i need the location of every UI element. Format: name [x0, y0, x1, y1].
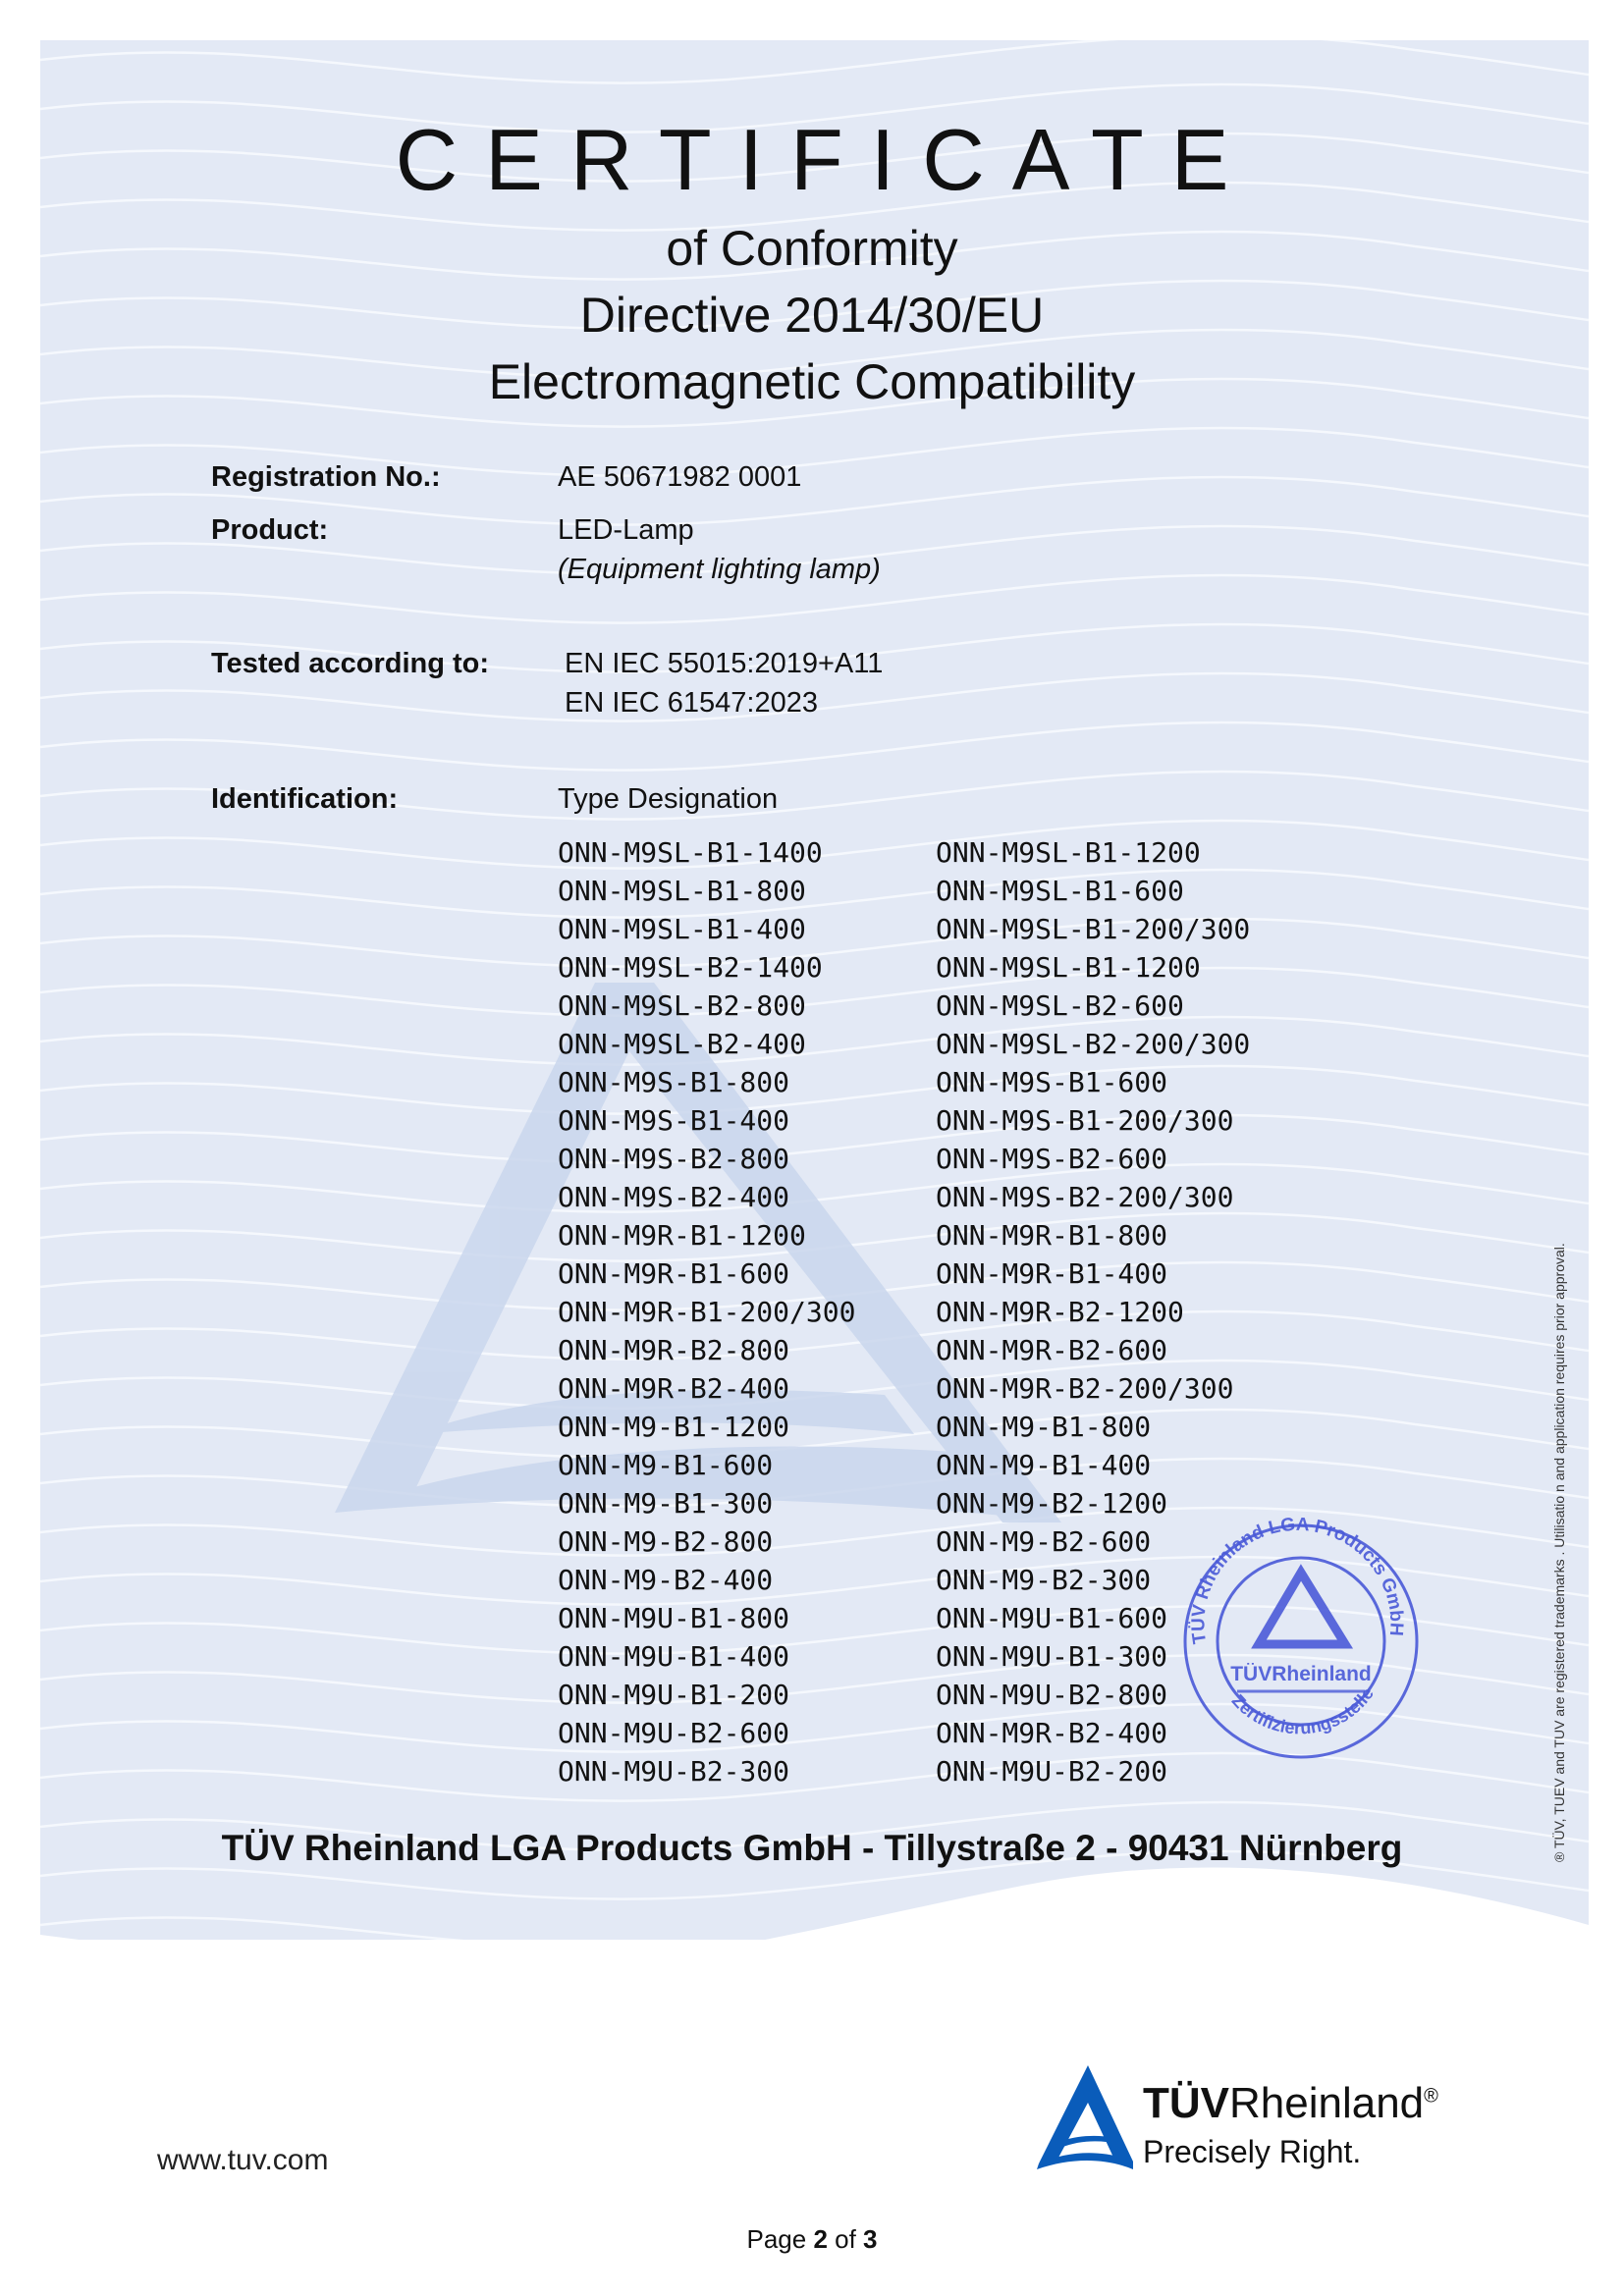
subtitle-emc: Electromagnetic Compatibility — [488, 354, 1136, 409]
page-indicator: Page 2 of 3 — [746, 2224, 878, 2254]
type-designation-item: ONN-M9-B2-400 — [558, 1564, 774, 1596]
type-designation-item: ONN-M9-B1-1200 — [558, 1411, 790, 1443]
website-link[interactable]: www.tuv.com — [157, 2144, 329, 2176]
type-designation-item: ONN-M9S-B1-200/300 — [936, 1104, 1234, 1137]
type-designation-item: ONN-M9-B1-400 — [936, 1449, 1152, 1481]
product-note: (Equipment lighting lamp) — [558, 554, 881, 585]
svg-text:TÜV Rheinland LGA Products Gmb: TÜV Rheinland LGA Products GmbH — [1188, 1514, 1407, 1645]
type-designation-item: ONN-M9R-B1-1200 — [558, 1219, 806, 1252]
type-designation-item: ONN-M9R-B2-1200 — [936, 1296, 1184, 1328]
type-designation-item: ONN-M9U-B1-200 — [558, 1679, 790, 1711]
type-designation-item: ONN-M9-B2-1200 — [936, 1487, 1168, 1520]
type-designation-item: ONN-M9SL-B1-600 — [936, 875, 1184, 907]
type-designation-item: ONN-M9-B2-300 — [936, 1564, 1152, 1596]
type-designation-item: ONN-M9R-B1-600 — [558, 1257, 790, 1290]
type-designation-item: ONN-M9S-B2-800 — [558, 1143, 790, 1175]
registration-value: AE 50671982 0001 — [558, 461, 802, 493]
issuer-address: TÜV Rheinland LGA Products GmbH - Tillystraße 2 - 90431 Nürnberg — [221, 1828, 1403, 1868]
type-designation-item: ONN-M9SL-B2-400 — [558, 1028, 806, 1060]
type-designation-item: ONN-M9SL-B1-400 — [558, 913, 806, 945]
type-designation-item: ONN-M9S-B2-600 — [936, 1143, 1168, 1175]
type-designation-item: ONN-M9R-B2-800 — [558, 1334, 790, 1366]
type-designation-item: ONN-M9SL-B2-200/300 — [936, 1028, 1251, 1060]
type-designation-item: ONN-M9-B1-800 — [936, 1411, 1152, 1443]
type-designation-item: ONN-M9SL-B2-800 — [558, 989, 806, 1022]
type-designation-heading: Type Designation — [558, 783, 779, 815]
type-designation-item: ONN-M9R-B2-600 — [936, 1334, 1168, 1366]
type-designation-item: ONN-M9R-B1-800 — [936, 1219, 1168, 1252]
logo-wordmark: TÜVRheinland® — [1143, 2079, 1438, 2127]
type-designation-item: ONN-M9SL-B1-200/300 — [936, 913, 1251, 945]
type-designation-item: ONN-M9R-B1-200/300 — [558, 1296, 856, 1328]
logo-tagline: Precisely Right. — [1143, 2134, 1362, 2169]
type-designation-item: ONN-M9-B1-300 — [558, 1487, 774, 1520]
type-designation-item: ONN-M9SL-B1-1200 — [936, 836, 1201, 869]
subtitle-directive: Directive 2014/30/EU — [579, 288, 1045, 343]
product-value: LED-Lamp — [558, 514, 694, 546]
type-designation-item: ONN-M9-B2-800 — [558, 1525, 774, 1558]
type-designation-item: ONN-M9U-B1-400 — [558, 1640, 790, 1673]
type-designation-item: ONN-M9R-B2-400 — [936, 1717, 1168, 1749]
tested-label: Tested according to: — [211, 648, 490, 679]
certification-stamp-icon — [1168, 1502, 1424, 1777]
type-designation-item: ONN-M9U-B2-800 — [936, 1679, 1168, 1711]
standard-2: EN IEC 61547:2023 — [565, 687, 818, 719]
certificate-title: CERTIFICATE — [395, 111, 1257, 208]
type-designation-item: ONN-M9SL-B2-1400 — [558, 951, 823, 984]
type-designation-item: ONN-M9U-B1-600 — [936, 1602, 1168, 1634]
type-designation-item: ONN-M9SL-B1-1400 — [558, 836, 823, 869]
type-designation-item: ONN-M9SL-B1-800 — [558, 875, 806, 907]
type-designation-item: ONN-M9R-B2-400 — [558, 1372, 790, 1405]
type-designation-item: ONN-M9R-B1-400 — [936, 1257, 1168, 1290]
subtitle-conformity: of Conformity — [666, 221, 958, 276]
type-designation-item: ONN-M9R-B2-200/300 — [936, 1372, 1234, 1405]
type-designation-item: ONN-M9S-B2-400 — [558, 1181, 790, 1213]
product-label: Product: — [211, 514, 329, 546]
type-designation-item: ONN-M9S-B1-800 — [558, 1066, 790, 1098]
type-designation-item: ONN-M9U-B2-300 — [558, 1755, 790, 1788]
tuv-triangle-logo-icon — [1031, 2059, 1134, 2172]
identification-label: Identification: — [211, 783, 399, 815]
type-designation-item: ONN-M9U-B2-600 — [558, 1717, 790, 1749]
type-designation-item: ONN-M9S-B1-400 — [558, 1104, 790, 1137]
registration-label: Registration No.: — [211, 461, 441, 493]
type-designation-item: ONN-M9U-B2-200 — [936, 1755, 1168, 1788]
type-designation-item: ONN-M9U-B1-300 — [936, 1640, 1168, 1673]
type-designation-item: ONN-M9SL-B1-1200 — [936, 951, 1201, 984]
standard-1: EN IEC 55015:2019+A11 — [565, 648, 884, 679]
trademark-note: ® TÜV, TUEV and TUV are registered trademarks . Utilisatio n and application requires prior approval. — [1551, 1243, 1567, 1862]
type-designation-item: ONN-M9-B2-600 — [936, 1525, 1152, 1558]
type-designation-item: ONN-M9SL-B2-600 — [936, 989, 1184, 1022]
type-designation-item: ONN-M9S-B1-600 — [936, 1066, 1168, 1098]
type-designation-item: ONN-M9U-B1-800 — [558, 1602, 790, 1634]
svg-text:TÜVRheinland: TÜVRheinland — [1230, 1663, 1372, 1685]
svg-text:Zertifizierungsstelle: Zertifizierungsstelle — [1227, 1683, 1378, 1738]
tuv-rheinland-logo — [1031, 2059, 1542, 2177]
type-designation-item: ONN-M9-B1-600 — [558, 1449, 774, 1481]
type-designation-item: ONN-M9S-B2-200/300 — [936, 1181, 1234, 1213]
